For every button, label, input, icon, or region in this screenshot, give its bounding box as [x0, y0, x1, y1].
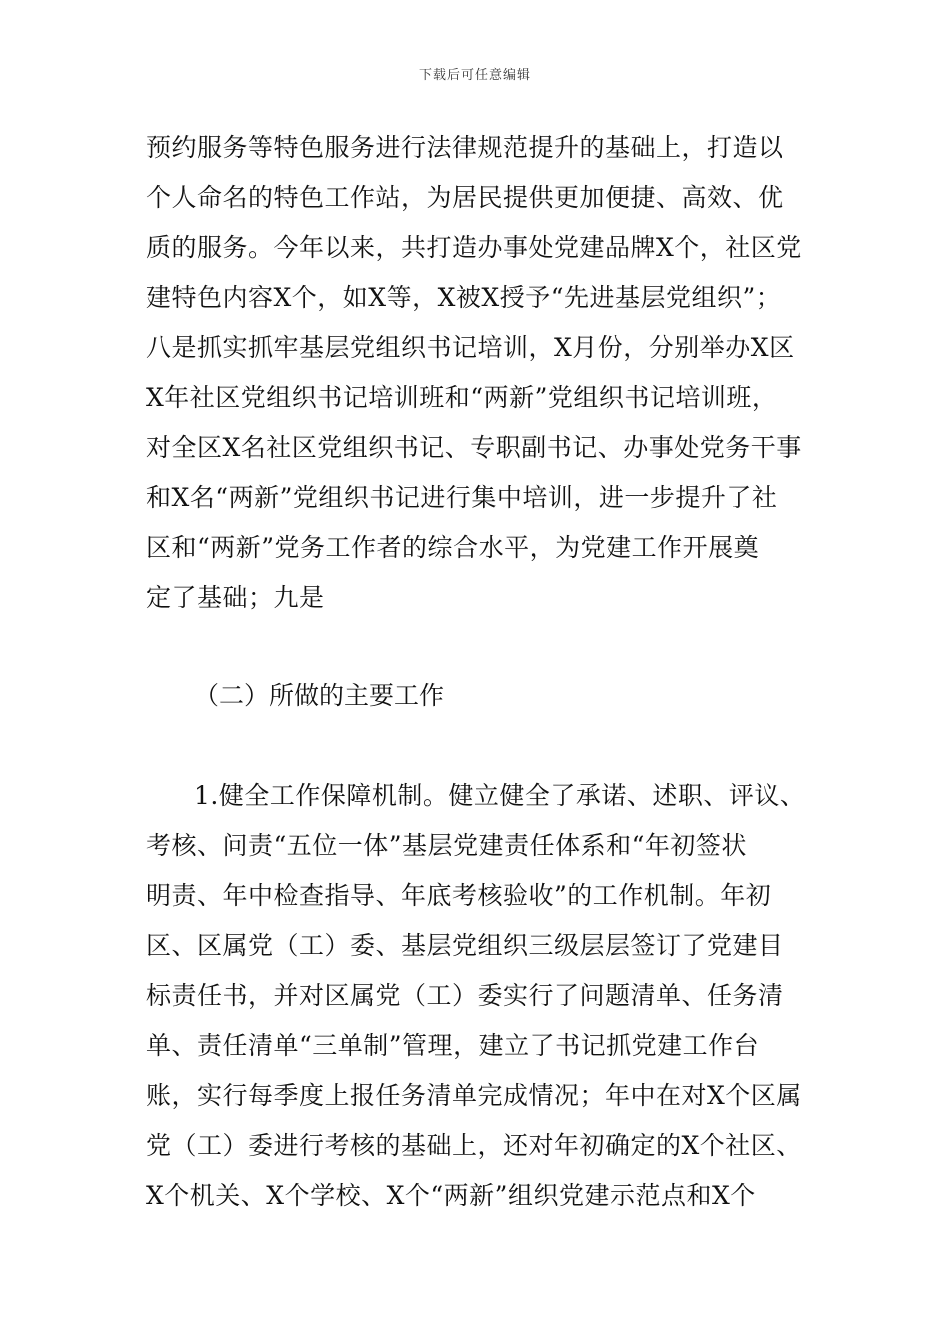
paragraph-line: 区和“两新”党务工作者的综合水平，为党建工作开展奠 — [146, 533, 760, 562]
paragraph-line: 账，实行每季度上报任务清单完成情况；年中在对X个区属 — [146, 1081, 802, 1110]
paragraph-line: 定了基础；九是 — [146, 583, 325, 612]
page-header-note: 下载后可任意编辑 — [418, 68, 531, 83]
section-heading: （二）所做的主要工作 — [194, 681, 445, 710]
paragraph-line: 质的服务。今年以来，共打造办事处党建品牌X个，社区党 — [146, 233, 802, 262]
paragraph-line: 和X名“两新”党组织书记进行集中培训，进一步提升了社 — [146, 483, 778, 512]
paragraph-line: 明责、年中检查指导、年底考核验收”的工作机制。年初 — [146, 881, 772, 910]
paragraph-line: 1.健全工作保障机制。健立健全了承诺、述职、评议、 — [194, 781, 806, 810]
paragraph-line: 建特色内容X个，如X等，X被X授予“先进基层党组织”； — [146, 283, 782, 312]
paragraph-line: 标责任书，并对区属党（工）委实行了问题清单、任务清 — [146, 981, 784, 1010]
paragraph-line: 八是抓实抓牢基层党组织书记培训，X月份，分别举办X区 — [146, 333, 795, 362]
paragraph-line: 党（工）委进行考核的基础上，还对年初确定的X个社区、 — [146, 1131, 802, 1160]
paragraph-line: 考核、问责“五位一体”基层党建责任体系和“年初签状 — [146, 831, 747, 860]
paragraph-line: X年社区党组织书记培训班和“两新”党组织书记培训班， — [146, 383, 778, 412]
paragraph-line: 对全区X名社区党组织书记、专职副书记、办事处党务干事 — [146, 433, 802, 462]
paragraph-line: 预约服务等特色服务进行法律规范提升的基础上，打造以 — [146, 133, 784, 162]
paragraph-line: X个机关、X个学校、X个“两新”组织党建示范点和X个 — [146, 1181, 756, 1210]
paragraph-line: 单、责任清单“三单制”管理，建立了书记抓党建工作台 — [146, 1031, 760, 1060]
paragraph-line: 个人命名的特色工作站，为居民提供更加便捷、高效、优 — [146, 183, 784, 212]
paragraph-line: 区、区属党（工）委、基层党组织三级层层签订了党建目 — [146, 931, 784, 960]
